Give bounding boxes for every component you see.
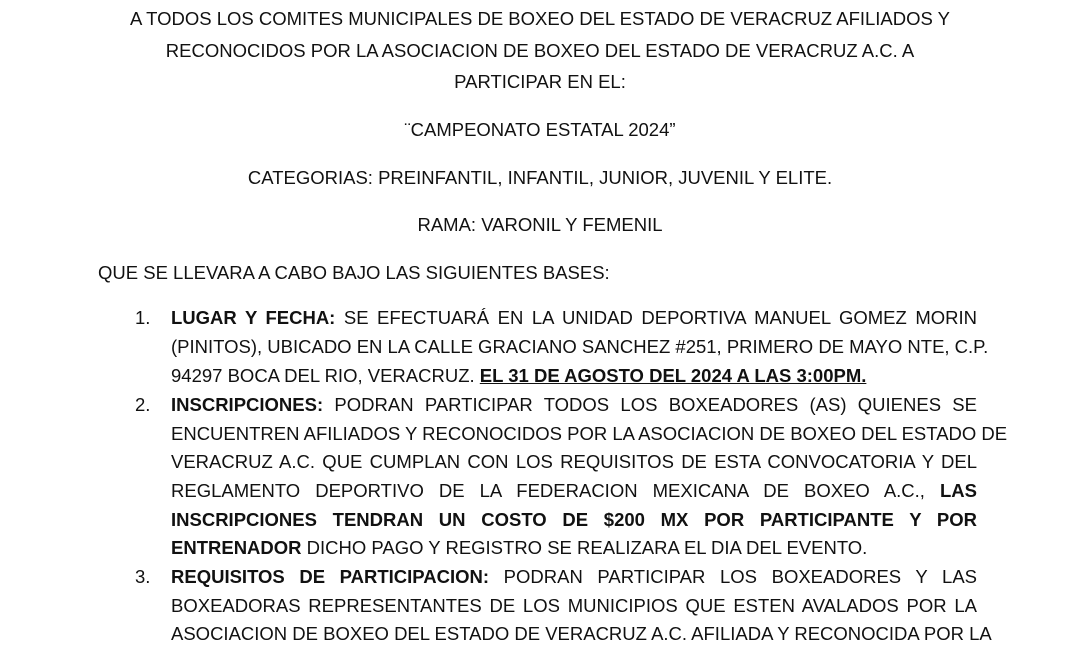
event-title: ¨CAMPEONATO ESTATAL 2024” <box>404 119 676 140</box>
intro-line: QUE SE LLEVARA A CABO BAJO LAS SIGUIENTES BASES: <box>98 262 610 283</box>
base-1-line-3: 94297 BOCA DEL RIO, VERACRUZ. EL 31 DE AGOSTO DEL 2024 A LAS 3:00PM. <box>171 365 867 386</box>
categories-line: CATEGORIAS: PREINFANTIL, INFANTIL, JUNIOR, JUVENIL Y ELITE. <box>247 167 833 188</box>
base-3-heading: REQUISITOS DE PARTICIPACION: <box>171 566 490 587</box>
header-line-2: RECONOCIDOS POR LA ASOCIACION DE BOXEO DEL ESTADO DE VERACRUZ A.C. A <box>165 40 915 61</box>
base-2-line-6: ENTRENADOR DICHO PAGO Y REGISTRO SE REALIZARA EL DIA DEL EVENTO. <box>171 537 868 558</box>
base-3-line-3: ASOCIACION DE BOXEO DEL ESTADO DE VERACRUZ A.C. AFILIADA Y RECONOCIDA POR LA <box>171 623 992 644</box>
base-2-line-4: REGLAMENTO DEPORTIVO DE LA FEDERACION MEXICANA DE BOXEO A.C., LAS <box>171 480 977 501</box>
base-1-heading: LUGAR Y FECHA: <box>171 307 336 328</box>
base-2-line-3: VERACRUZ A.C. QUE CUMPLAN CON LOS REQUISITOS DE ESTA CONVOCATORIA Y DEL <box>171 451 977 472</box>
base-2-heading: INSCRIPCIONES: <box>171 394 324 415</box>
header-line-1: A TODOS LOS COMITES MUNICIPALES DE BOXEO DEL ESTADO DE VERACRUZ AFILIADOS Y <box>129 8 951 29</box>
base-2-line-1: INSCRIPCIONES: PODRAN PARTICIPAR TODOS LOS BOXEADORES (AS) QUIENES SE <box>171 394 977 415</box>
header-line-3: PARTICIPAR EN EL: <box>454 71 626 92</box>
base-3-line-2: BOXEADORAS REPRESENTANTES DE LOS MUNICIPIOS QUE ESTEN AVALADOS POR LA <box>171 595 977 616</box>
base-1-line-2: (PINITOS), UBICADO EN LA CALLE GRACIANO SANCHEZ #251, PRIMERO DE MAYO NTE, C.P. <box>171 336 989 357</box>
base-1-date-highlight: EL 31 DE AGOSTO DEL 2024 A LAS 3:00PM. <box>479 365 867 386</box>
rama-line: RAMA: VARONIL Y FEMENIL <box>417 214 663 235</box>
base-1-line-1: LUGAR Y FECHA: SE EFECTUARÁ EN LA UNIDAD DEPORTIVA MANUEL GOMEZ MORIN <box>171 307 977 328</box>
base-2-number: 2. <box>135 394 151 415</box>
base-2-line-5: INSCRIPCIONES TENDRAN UN COSTO DE $200 MX POR PARTICIPANTE Y POR <box>171 509 977 530</box>
base-3-line-1: REQUISITOS DE PARTICIPACION: PODRAN PARTICIPAR LOS BOXEADORES Y LAS <box>171 566 978 587</box>
base-2-line-2: ENCUENTREN AFILIADOS Y RECONOCIDOS POR LA ASOCIACION DE BOXEO DEL ESTADO DE <box>171 423 1008 444</box>
base-1-number: 1. <box>135 307 151 328</box>
base-3-number: 3. <box>135 566 151 587</box>
